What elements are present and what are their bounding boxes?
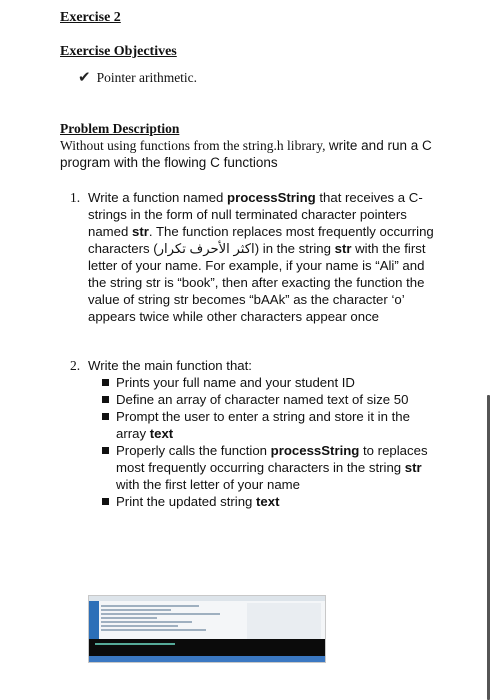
thumbnail-toolbar <box>89 596 325 601</box>
objective-item <box>78 68 197 87</box>
page-title: Exercise 2 <box>60 10 121 25</box>
problem-heading: Problem Description <box>60 121 180 136</box>
task2-bullet-list <box>102 374 440 510</box>
problem-description <box>60 137 460 171</box>
bullet-text: Properly calls the function <box>116 443 271 458</box>
objectives-heading: Exercise Objectives <box>60 44 177 59</box>
task-2 <box>70 357 440 510</box>
task-1 <box>70 189 440 325</box>
task-number: 2. <box>70 358 81 373</box>
bullet-text-bold: str <box>404 460 422 475</box>
task1-func: processString <box>227 190 316 205</box>
square-bullet-icon <box>102 447 109 454</box>
scrollbar[interactable] <box>487 395 490 700</box>
list-item <box>102 493 440 510</box>
bullet-text: Prints your full name and your student ID <box>116 375 355 390</box>
bullet-text-bold: processString <box>270 443 360 458</box>
square-bullet-icon <box>102 413 109 420</box>
thumbnail-panel <box>247 603 321 639</box>
task1-str: str <box>334 241 352 256</box>
bullet-text: Prompt the user to enter a string and store it in the array <box>116 409 410 441</box>
thumbnail-editor <box>101 603 241 639</box>
task-number: 1. <box>70 190 81 205</box>
bullet-text-bold: text <box>149 426 174 441</box>
task1-text: with the first letter of your name. For example, if your name is “Ali” and the string str is “book”, then after exacting the function the value of string str becomes “bAAk” as the character ‘o’ appears twice while other characters appear once <box>88 241 426 324</box>
bullet-text-bold: text <box>256 494 280 509</box>
list-item <box>102 391 440 408</box>
list-item <box>102 408 440 442</box>
task1-arabic: اكثر الأحرف تكرار <box>157 241 255 256</box>
bullet-text: Print the updated string <box>116 494 257 509</box>
list-item <box>102 442 440 493</box>
bullet-text: to replaces most frequently occurring characters in the string <box>116 443 428 475</box>
bullet-text: with the first letter of your name <box>116 477 300 492</box>
ide-screenshot-thumbnail <box>88 595 326 663</box>
square-bullet-icon <box>102 498 109 505</box>
task2-intro: Write the main function that: <box>88 358 252 373</box>
task1-text: ) in the string <box>254 241 335 256</box>
square-bullet-icon <box>102 379 109 386</box>
task1-text: Write a function named <box>88 190 228 205</box>
objective-label: Pointer arithmetic. <box>96 69 198 85</box>
checkmark-icon: ✔ <box>78 70 91 86</box>
task1-text: that receives a C-strings in the form of null terminated character pointers named <box>88 190 423 239</box>
description-part-sans: write and run a C program with the flowing C functions <box>60 138 432 170</box>
task1-text: . The function replaces most frequently occurring characters ( <box>88 224 434 256</box>
square-bullet-icon <box>102 396 109 403</box>
description-part-serif: Without using functions from the string.h library, <box>60 138 329 153</box>
bullet-text: Define an array of character named text of size 50 <box>116 392 409 407</box>
task1-str: str <box>132 224 149 239</box>
thumbnail-terminal <box>89 639 325 656</box>
thumbnail-sidebar <box>89 601 99 639</box>
thumbnail-statusbar <box>89 656 325 662</box>
list-item <box>102 374 440 391</box>
